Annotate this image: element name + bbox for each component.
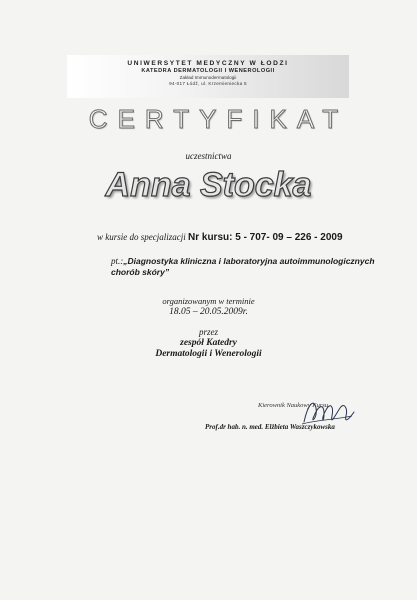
organizer-block	[0, 327, 417, 360]
university-header	[67, 55, 349, 98]
organizer-line-2: Dermatologii i Wenerologii	[155, 349, 262, 359]
topic-title: „Diagnostyka kliniczna i laboratoryjna autoimmunologicznych chorób skóry”	[111, 256, 375, 277]
course-dates: 18.05 – 20.05.2009r.	[169, 307, 248, 317]
course-topic	[111, 256, 381, 278]
department-name: KATEDRA DERMATOLOGII I WENEROLOGII	[141, 68, 275, 74]
course-number: Nr kursu: 5 - 707- 09 – 226 - 2009	[188, 232, 343, 243]
signatory-name: Prof.dr hab. n. med. Elżbieta Waszczykowska	[205, 423, 335, 431]
topic-prefix: pt.:	[111, 256, 124, 266]
organizer-line-1: zespół Katedry	[180, 338, 237, 348]
signatory-role: Kierownik Naukowy Kursu	[258, 402, 329, 409]
university-name: UNIWERSYTET MEDYCZNY W ŁODZI	[127, 60, 289, 67]
course-line	[97, 232, 343, 243]
organized-block	[0, 296, 417, 318]
participant-label: uczestnictwa	[185, 151, 232, 161]
course-prefix: w kursie do specjalizacji	[97, 232, 186, 242]
address: 94-017 Łódź, ul. Krzemieniecka 5	[169, 81, 247, 86]
participant-name: Anna Stocka	[105, 166, 312, 204]
organized-label: organizowanym w terminie	[162, 296, 255, 306]
organizer-by: przez	[198, 327, 218, 337]
unit-name: Zakład Immunodermatologii	[179, 75, 237, 80]
certificate-title: CERTYFIKAT	[88, 104, 349, 134]
